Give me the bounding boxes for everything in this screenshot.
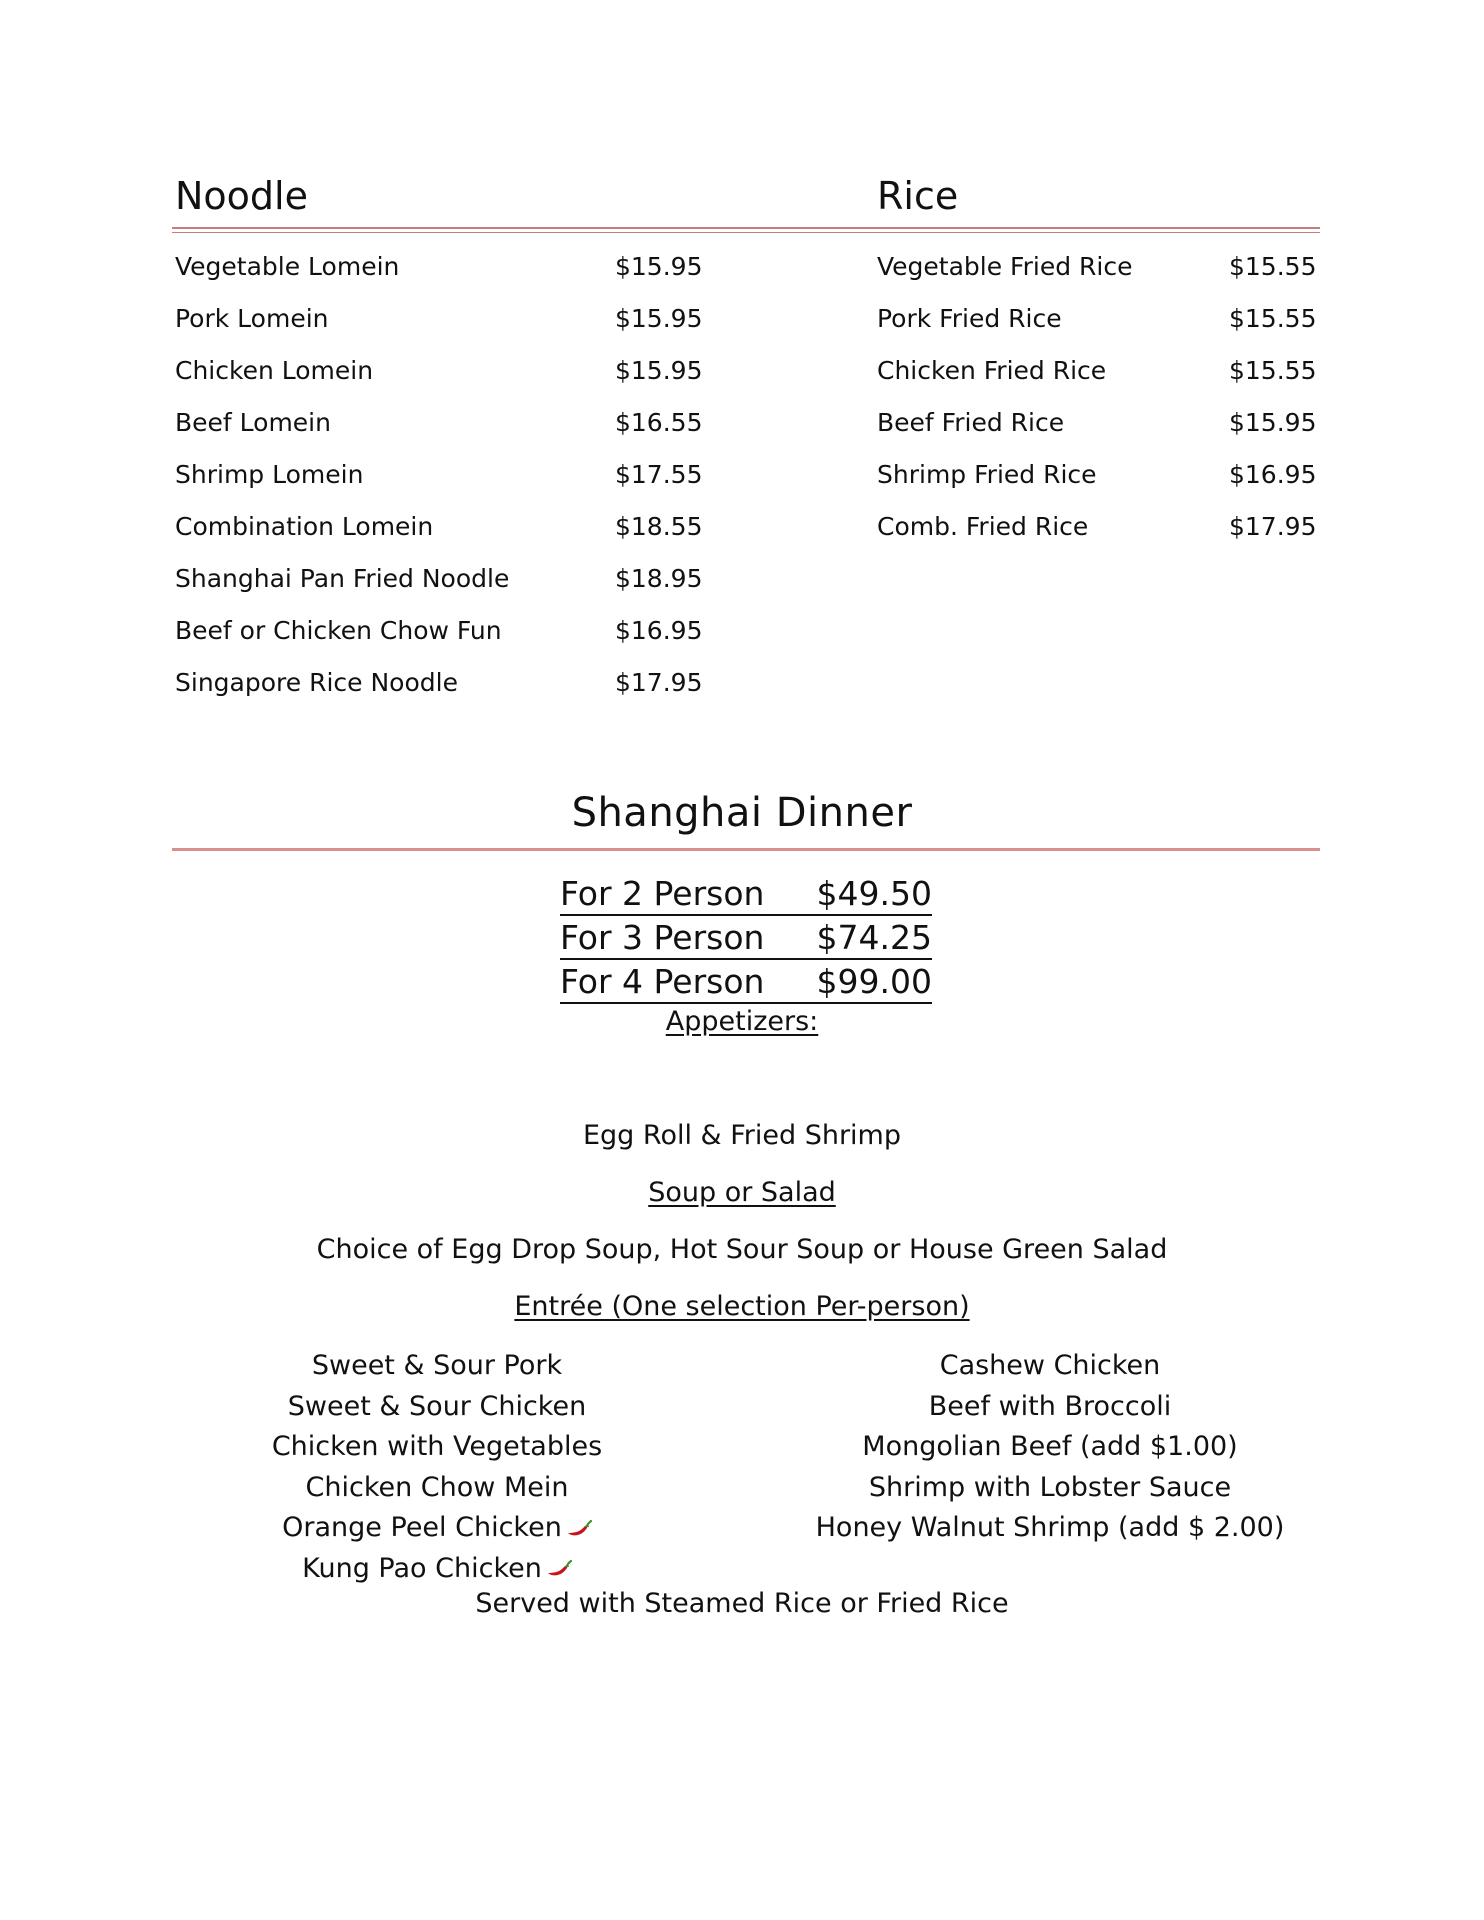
entree-item [790,1468,1310,1509]
item-price: $15.95 [615,304,703,333]
entree-heading-text: Entrée (One selection Per-person) [514,1291,970,1322]
entree-right-column [790,1346,1310,1549]
item-price: $15.55 [1229,356,1317,385]
entree-item [790,1346,1310,1387]
entree-item [790,1508,1310,1549]
menu-item [175,454,735,506]
menu-item [175,246,735,298]
item-name: Singapore Rice Noodle [175,668,458,697]
chili-pepper-icon [564,1519,592,1539]
appetizer-item: Egg Roll & Fried Shrimp [582,1120,901,1151]
item-price: $17.55 [615,460,703,489]
menu-item [877,506,1317,558]
dinner-divider [172,848,1320,851]
party-price: $74.25 [816,918,932,957]
item-name: Chicken Fried Rice [877,356,1107,385]
soup-heading [0,1177,1484,1208]
entree-item [237,1508,637,1549]
item-price: $15.95 [615,356,703,385]
item-name: Beef Lomein [175,408,331,437]
item-price: $15.55 [1229,304,1317,333]
item-name: Vegetable Fried Rice [877,252,1133,281]
item-name: Chicken Lomein [175,356,374,385]
entree-name: Sweet & Sour Pork [311,1350,563,1381]
entree-name: Sweet & Sour Chicken [287,1390,587,1422]
entree-name: Mongolian Beef (add $1.00) [862,1431,1238,1462]
party-size-label: For 4 Person [560,962,765,1001]
menu-item [877,454,1317,506]
menu-item [175,298,735,350]
entree-item [237,1387,637,1428]
entree-heading [0,1291,1484,1322]
item-name: Shrimp Fried Rice [877,460,1097,489]
entree-left-column [237,1346,637,1589]
entree-item [790,1387,1310,1428]
served-note: Served with Steamed Rice or Fried Rice [475,1588,1009,1619]
item-price: $18.95 [615,564,703,593]
entree-name: Orange Peel Chicken [282,1512,562,1543]
menu-item [877,298,1317,350]
item-name: Beef or Chicken Chow Fun [175,616,502,645]
entree-name: Shrimp with Lobster Sauce [868,1471,1232,1503]
item-price: $15.55 [1229,252,1317,281]
entree-name: Cashew Chicken [939,1350,1161,1381]
item-price: $16.95 [615,616,703,645]
item-price: $18.55 [615,512,703,541]
menu-item [877,402,1317,454]
chili-pepper-icon [544,1559,572,1579]
entree-name: Chicken with Vegetables [271,1431,603,1462]
menu-item [175,506,735,558]
item-name: Shanghai Pan Fried Noodle [175,564,510,593]
noodle-menu-list [175,246,735,714]
item-price: $15.95 [1229,408,1317,437]
party-price: $99.00 [816,962,932,1001]
entree-name: Beef with Broccoli [928,1390,1172,1422]
party-price: $49.50 [816,874,932,913]
menu-item [877,246,1317,298]
entree-name: Honey Walnut Shrimp (add $ 2.00) [815,1512,1285,1543]
entree-item [237,1346,637,1387]
section-divider [172,227,1320,233]
menu-item [175,350,735,402]
item-price: $17.95 [1229,512,1317,541]
menu-item [175,610,735,662]
rice-menu-list [877,246,1317,558]
entree-item [237,1427,637,1468]
dinner-price-row [560,872,932,916]
menu-item [175,402,735,454]
rice-heading: Rice [877,174,959,218]
item-name: Pork Fried Rice [877,304,1062,333]
item-price: $17.95 [615,668,703,697]
party-size-label: For 2 Person [560,874,765,913]
menu-item [175,558,735,610]
soup-item: Choice of Egg Drop Soup, Hot Sour Soup or House Green Salad [316,1234,1168,1265]
entree-name: Chicken Chow Mein [305,1471,569,1503]
dinner-price-row [560,960,932,1004]
item-price: $16.55 [615,408,703,437]
noodle-heading: Noodle [175,174,308,218]
item-price: $15.95 [615,252,703,281]
menu-item [877,350,1317,402]
entree-name: Kung Pao Chicken [302,1552,542,1584]
item-name: Beef Fried Rice [877,408,1065,437]
entree-item [790,1427,1310,1468]
item-price: $16.95 [1229,460,1317,489]
appetizers-heading-text: Appetizers: [665,1006,819,1037]
party-size-label: For 3 Person [560,918,765,957]
dinner-price-table [560,872,932,1004]
item-name: Vegetable Lomein [175,252,400,281]
item-name: Combination Lomein [175,512,434,541]
dinner-title: Shanghai Dinner [571,790,913,836]
dinner-price-row [560,916,932,960]
menu-item [175,662,735,714]
item-name: Pork Lomein [175,304,329,333]
soup-heading-text: Soup or Salad [648,1177,836,1208]
entree-item [237,1468,637,1509]
item-name: Comb. Fried Rice [877,512,1089,541]
appetizers-heading [0,1006,1484,1037]
item-name: Shrimp Lomein [175,460,364,489]
entree-item [237,1549,637,1590]
